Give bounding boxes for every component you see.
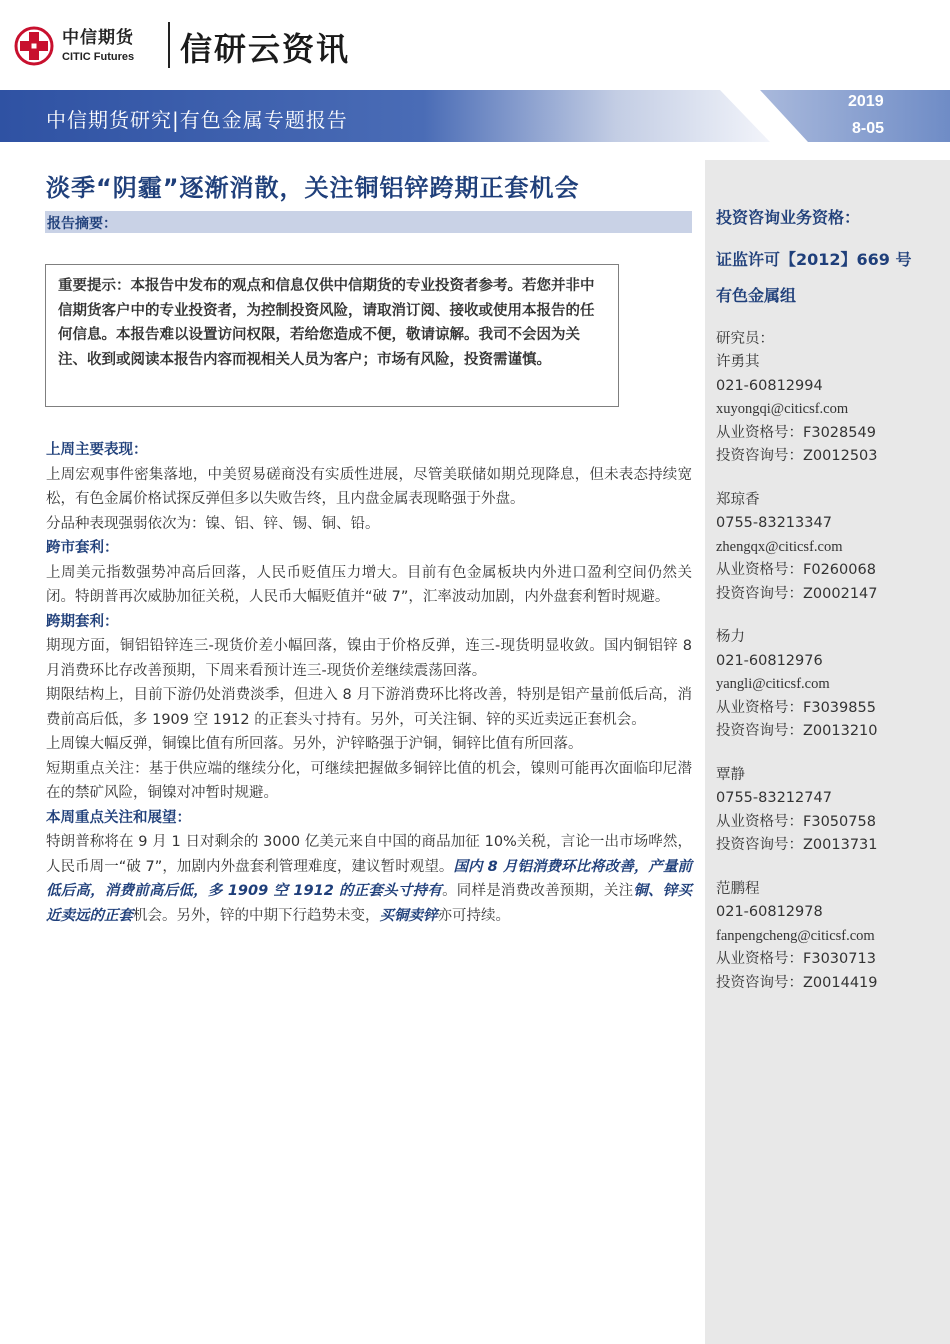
citic-logo-icon — [14, 26, 54, 66]
researcher-consult: 投资咨询号：Z0013731 — [716, 837, 878, 853]
researcher-name: 许勇其 — [716, 354, 760, 370]
researcher-phone: 0755-83213347 — [716, 515, 832, 531]
researcher-cert: 从业资格号：F0260068 — [716, 562, 876, 578]
brand-title: 信研云资讯 — [180, 30, 351, 68]
outlook-paragraph — [46, 830, 692, 928]
researcher-cert: 从业资格号：F3050758 — [716, 813, 876, 830]
text-run: 。同样是消费改善预期，关注 — [442, 883, 634, 899]
researcher-email[interactable]: xuyongqi@citicsf.com — [716, 401, 849, 417]
summary-bar — [45, 211, 692, 233]
paragraph: 期现方面，铜铝铅锌连三-现货价差小幅回落，镍由于价格反弹，连三-现货明显收敛。国内铜铝锌 8 月消费环比存改善预期，下周来看预计连三-现货价差继续震荡回落。 — [46, 638, 692, 679]
researcher-name: 覃静 — [716, 766, 745, 783]
paragraph: 期限结构上，目前下游仍处消费淡季，但进入 8 月下游消费环比将改善，特别是铝产量前低后高，消费前高后低，多 1909 空 1912 的正套头寸持有。另外，可关注铜、锌的买近卖远正套机会。 — [46, 687, 692, 728]
section-title-calendar-spread: 跨期套利： — [46, 613, 119, 630]
researcher-card — [716, 489, 946, 607]
logo-divider — [168, 22, 170, 68]
researcher-name: 杨力 — [716, 629, 745, 645]
paragraph: 上周美元指数强势冲高后回落，人民币贬值压力增大。目前有色金属板块内外进口盈利空间仍然关闭。特朗普再次威胁加征关税，人民币大幅贬值并“破 7”，汇率波动加剧，内外盘套利暂时规避。 — [46, 564, 692, 605]
researcher-consult: 投资咨询号：Z0014419 — [716, 974, 878, 991]
highlight-text: 铜、锌买近卖远的正套 — [46, 883, 693, 924]
summary-label: 报告摘要： — [47, 216, 117, 232]
citic-futures-logo — [14, 26, 134, 66]
paragraph: 短期重点关注：基于供应端的继续分化，可继续把握做多铜锌比值的机会，镍则可能再次面临印尼潜在的禁矿风险，铜镍对冲暂时规避。 — [46, 760, 692, 801]
researcher-card — [716, 878, 946, 996]
logo-english-name: CITIC Futures — [62, 50, 135, 63]
researcher-phone: 021-60812978 — [716, 904, 823, 920]
important-notice-box — [45, 264, 619, 407]
report-category-title: 中信期货研究|有色金属专题报告 — [46, 108, 348, 132]
researcher-consult: 投资咨询号：Z0012503 — [716, 448, 878, 464]
section-title-cross-market: 跨市套利： — [46, 540, 119, 556]
text-run: 机会。另外，锌的中期下行趋势未变， — [133, 907, 380, 924]
section-title-last-week: 上周主要表现： — [46, 442, 148, 458]
report-year: 2019 — [848, 93, 884, 110]
report-body — [46, 438, 692, 928]
researcher-phone: 021-60812976 — [716, 652, 823, 669]
researcher-name: 郑琼香 — [716, 491, 760, 508]
section-title-outlook: 本周重点关注和展望： — [46, 809, 191, 826]
researcher-email[interactable]: fanpengcheng@citicsf.com — [716, 927, 875, 944]
researcher-phone: 021-60812994 — [716, 377, 823, 394]
researcher-cert: 从业资格号：F3030713 — [716, 951, 876, 967]
researcher-phone: 0755-83212747 — [716, 790, 832, 806]
researcher-consult: 投资咨询号：Z0013210 — [716, 723, 878, 739]
report-date: 8-05 — [852, 120, 885, 137]
researcher-role-label: 研究员： — [716, 331, 774, 347]
qualification-label: 投资咨询业务资格： — [716, 208, 861, 227]
researcher-consult: 投资咨询号：Z0002147 — [716, 585, 878, 602]
sidebar-content — [716, 203, 946, 1015]
license-number: 证监许可【2012】669 号 — [716, 250, 912, 269]
researcher-card — [716, 764, 946, 858]
highlight-text: 买铜卖锌 — [379, 907, 438, 924]
highlight-text: 国内 8 月铝消费环比将改善，产量前低后高，消费前高后低，多 1909 空 1912 的正套头寸持有 — [46, 858, 692, 899]
paragraph: 分品种表现强弱依次为：镍、铝、锌、锡、铜、铅。 — [46, 515, 380, 532]
researcher-card — [716, 626, 946, 744]
text-run: 亦可持续。 — [437, 907, 510, 924]
text-run: 特朗普称将在 9 月 1 日对剩余的 3000 亿美元来自中国的商品加征 10%关税，言论一出市场哗然，人民币周一“破 7”，加剧内外盘套利管理难度，建议暂时观望。 — [46, 834, 692, 875]
researcher-cert: 从业资格号：F3039855 — [716, 699, 876, 716]
important-notice-text: 重要提示：本报告中发布的观点和信息仅供中信期货的专业投资者参考。若您并非中信期货客户中的专业投资者，为控制投资风险，请取消订阅、接收或使用本报告的任何信息。本报告难以设置访问权限，若给您造成不便，敬请谅解。我司不会因为关注、收到或阅读本报告内容而视相关人员为客户；市场有风险，投资需谨慎。 — [58, 278, 595, 368]
paragraph: 上周镍大幅反弹，铜镍比值有所回落。另外，沪锌略强于沪铜，铜锌比值有所回落。 — [46, 736, 583, 752]
researcher-card — [716, 351, 946, 469]
logo-chinese-name: 中信期货 — [62, 27, 134, 48]
researcher-email[interactable]: yangli@citicsf.com — [716, 676, 830, 692]
researcher-name: 范鹏程 — [716, 880, 760, 897]
researcher-cert: 从业资格号：F3028549 — [716, 424, 876, 441]
researcher-email[interactable]: zhengqx@citicsf.com — [716, 538, 843, 555]
report-headline: 淡季“阴霾”逐渐消散，关注铜铝锌跨期正套机会 — [46, 174, 580, 202]
paragraph: 上周宏观事件密集落地，中美贸易磋商没有实质性进展，尽管美联储如期兑现降息，但未表态持续宽松，有色金属价格试探反弹但多以失败告终，且内盘金属表现略强于外盘。 — [46, 466, 692, 507]
team-name: 有色金属组 — [716, 286, 797, 305]
